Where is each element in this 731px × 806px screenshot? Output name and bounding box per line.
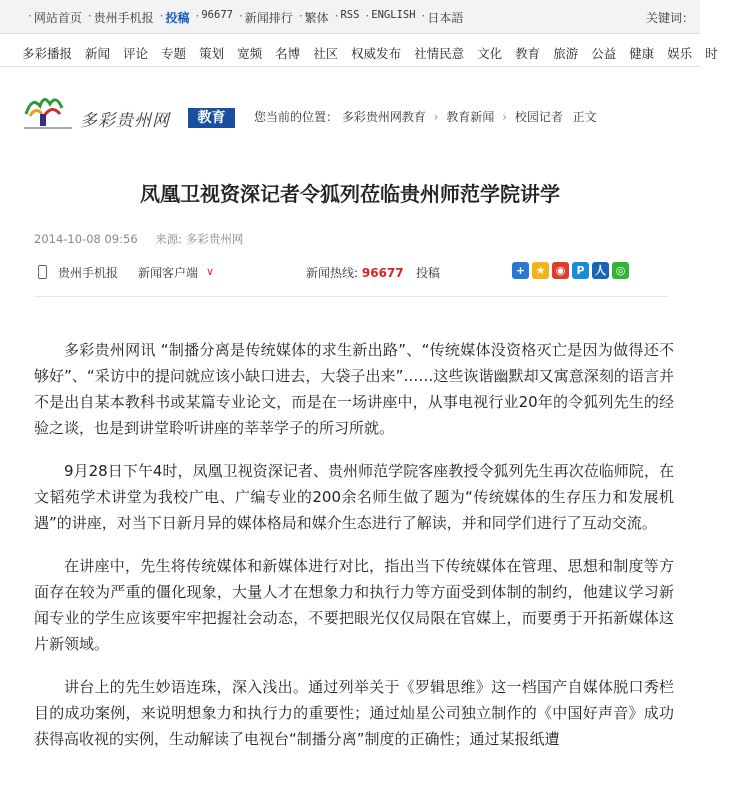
nav-divider (0, 66, 700, 67)
breadcrumb-item[interactable]: 校园记者 (514, 110, 563, 124)
pengyou-icon[interactable]: P (572, 262, 589, 279)
breadcrumb-item[interactable]: 多彩贵州网教育 (341, 110, 426, 124)
nav-item[interactable]: 名博 (275, 46, 301, 61)
nav-item[interactable]: 社情民意 (414, 46, 465, 61)
nav-item[interactable]: 策划 (199, 46, 225, 61)
nav-item[interactable]: 新闻 (85, 46, 111, 61)
top-link-rss[interactable]: RSS (340, 9, 360, 21)
submit-link[interactable]: 投稿 (416, 266, 441, 280)
qzone-icon[interactable]: ★ (532, 262, 549, 279)
nav-item[interactable]: 旅游 (553, 46, 579, 61)
hotline-label: 新闻热线: (306, 266, 359, 280)
article-body (34, 337, 674, 769)
nav-item[interactable]: 多彩播报 (22, 46, 73, 61)
paragraph: 在讲座中，先生将传统媒体和新媒体进行对比，指出当下传统媒体在管理、思想和制度等方面存在较为严重的僵化现象，大量人才在想象力和执行力等方面受到体制的制约，他建议学习新闻专业的学生应该要牢牢把握社会动态，不要把眼光仅仅局限在官媒上，而要勇于开拓新媒体这片新领域。 (34, 557, 674, 653)
breadcrumb: 您当前的位置： 多彩贵州网教育 › 教育新闻 › 校园记者 正文 (254, 110, 597, 124)
nav-item[interactable]: 时 (705, 46, 718, 61)
nav-item[interactable]: 公益 (591, 46, 617, 61)
chevron-right-icon: › (433, 110, 439, 124)
renren-icon[interactable]: 人 (592, 262, 609, 279)
top-link-traditional[interactable]: 繁体 (304, 11, 329, 25)
main-nav (22, 44, 731, 62)
nav-item[interactable]: 权威发布 (351, 46, 402, 61)
nav-item[interactable]: 教育 (515, 46, 541, 61)
top-link-submit[interactable]: 投稿 (165, 11, 190, 25)
article-meta (34, 231, 257, 247)
article-source: 来源: 多彩贵州网 (155, 232, 244, 246)
wechat-icon[interactable]: ◎ (612, 262, 629, 279)
paragraph: 多彩贵州网讯 “制播分离是传统媒体的求生新出路”、“传统媒体没资格灭亡是因为做得还不够好”、“采访中的提问就应该小缺口进去，大袋子出来”……这些诙谐幽默却又寓意深刻的语言并不是出自某本教科书或某篇专业论文，而是在一场讲座中，从事电视行业20年的令狐列先生的经验之谈，也是到讲堂聆听讲座的莘莘学子的所习所就。 (34, 341, 674, 437)
paragraph: 讲台上的先生妙语连珠，深入浅出。通过列举关于《罗辑思维》这一档国产自媒体脱口秀栏目的成功案例，来说明想象力和执行力的重要性；通过灿星公司独立制作的《中国好声音》成功获得高收视的实例，生动解读了电视台“制播分离”制度的正确性；通过某报纸遭 (34, 678, 674, 748)
channel-badge[interactable]: 教育 (188, 108, 235, 128)
breadcrumb-current: 正文 (572, 110, 597, 124)
hotline (306, 264, 404, 281)
top-link-mobile-news[interactable]: 贵州手机报 (93, 11, 154, 25)
share-bar (512, 262, 632, 279)
paragraph: 9月28日下午4时，凤凰卫视资深记者、贵州师范学院客座教授令狐列先生再次莅临师院，在文韬苑学术讲堂为我校广电、广编专业的200余名师生做了题为“传统媒体的生存压力和发展机遇”的讲座，对当下日新月异的媒体格局和媒介生态进行了解读，并和同学们进行了互动交流。 (34, 462, 674, 532)
top-link-home[interactable]: 网站首页 (33, 11, 82, 25)
top-bar (0, 0, 700, 34)
keyword-label: 关键词： (645, 11, 694, 25)
hotline-number: 96677 (361, 266, 404, 280)
page-title: 凤凰卫视资深记者令狐列莅临贵州师范学院讲学 (140, 182, 560, 206)
top-link-hotline[interactable]: 96677 (201, 9, 233, 21)
chevron-down-icon[interactable]: ∨ (206, 265, 215, 278)
breadcrumb-prefix: 您当前的位置 (254, 110, 327, 124)
top-link-english[interactable]: ENGLISH (371, 9, 416, 21)
breadcrumb-item[interactable]: 教育新闻 (446, 110, 495, 124)
site-logo[interactable] (22, 90, 237, 134)
mobile-news-link[interactable]: 贵州手机报 (58, 266, 119, 280)
chevron-right-icon: › (502, 110, 507, 124)
nav-item[interactable]: 文化 (477, 46, 503, 61)
phone-icon (38, 265, 47, 279)
logo-brand: 多彩贵州网 (80, 111, 170, 131)
info-bar (34, 262, 668, 282)
nav-item[interactable]: 社区 (313, 46, 339, 61)
divider (34, 296, 668, 297)
nav-item[interactable]: 娱乐 (667, 46, 693, 61)
weibo-icon[interactable]: ◉ (552, 262, 569, 279)
top-links: · 网站首页 · 贵州手机报 · 投稿 · 96677 · 新闻排行 · 繁体 · RSS · ENGLISH · 日本語 (28, 9, 464, 25)
news-client-link[interactable]: 新闻客户端 (138, 266, 199, 280)
publish-date: 2014-10-08 09:56 (34, 232, 138, 246)
top-link-japanese[interactable]: 日本語 (427, 11, 464, 25)
top-link-ranking[interactable]: 新闻排行 (244, 11, 293, 25)
nav-item[interactable]: 专题 (161, 46, 187, 61)
logo-mark-icon (22, 92, 74, 132)
nav-item[interactable]: 评论 (123, 46, 149, 61)
nav-item[interactable]: 宽频 (237, 46, 263, 61)
nav-item[interactable]: 健康 (629, 46, 655, 61)
plus-share-icon[interactable]: + (512, 262, 529, 279)
